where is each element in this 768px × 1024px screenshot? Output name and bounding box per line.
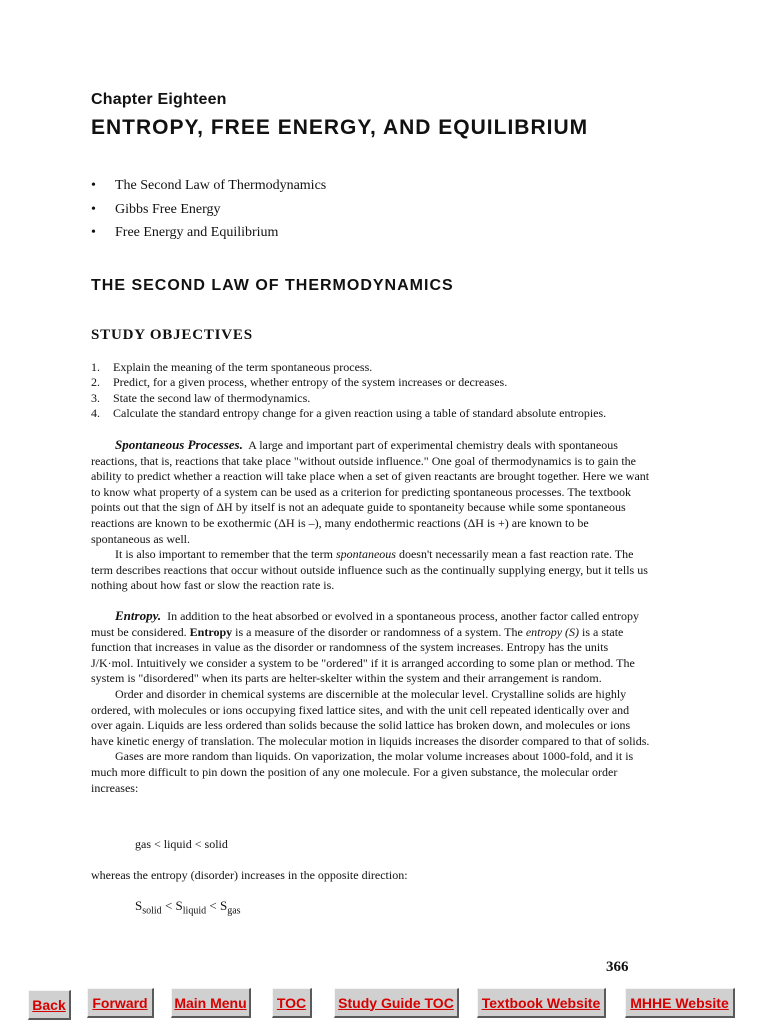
spontaneous-section [91, 437, 651, 594]
list-item: • Free Energy and Equilibrium [91, 225, 326, 249]
list-item: 4. Calculate the standard entropy change for a given reaction using a table of standard absolute entropies. [91, 405, 607, 420]
list-item: • Gibbs Free Energy [91, 202, 326, 226]
main-menu-button[interactable]: Main Menu [171, 988, 251, 1018]
toc-button[interactable]: TOC [272, 988, 312, 1018]
chapter-label: Chapter Eighteen [91, 91, 227, 108]
paragraph: Spontaneous Processes. A large and important part of experimental chemistry deals with spontaneous reactions, that is, reactions that take place "without outside influence." One goal of thermodynamics is to gain the ability to predict whether a reaction will take place when a set of given reactants are brought together. Here we want to know what property of a system can be used as a criterion for predicting spontaneous processes. The textbook points out that the sign of ΔH by itself is not an adequate guide to spontaneity because while some spontaneous reactions are known to be exothermic (ΔH is –), many endothermic reactions (ΔH is +) are known to be spontaneous as well. [91, 437, 650, 546]
list-item: 1. Explain the meaning of the term spontaneous process. [91, 360, 373, 374]
back-button[interactable]: Back [28, 990, 71, 1020]
topic-list [91, 178, 326, 249]
list-item: • The Second Law of Thermodynamics [91, 178, 326, 202]
paragraph: Gases are more random than liquids. On vaporization, the molar volume increases about 1000-fold, and it is much more difficult to pin down the position of any one molecule. For a given substance, the molecular order increases: [91, 749, 634, 795]
study-guide-toc-button[interactable]: Study Guide TOC [334, 988, 459, 1018]
study-objectives-heading: STUDY OBJECTIVES [91, 327, 253, 343]
whereas-line: whereas the entropy (disorder) increases in the opposite direction: [91, 868, 408, 882]
list-item: 3. State the second law of thermodynamics. [91, 390, 311, 405]
paragraph: Entropy. In addition to the heat absorbed or evolved in a spontaneous process, another factor called entropy must be considered. Entropy is a measure of the disorder or randomness of a system. The entropy (S) is a state function that increases in value as the disorder or randomness of the system increases. Entropy has the units J/K·mol. Intuitively we consider a system to be "ordered" if it is arranged according to some plan or method. The system is "disordered" when its parts are helter-skelter within the system and their arrangement is random. [91, 608, 639, 686]
run-in-heading: Spontaneous Processes. [115, 437, 243, 452]
chapter-title: ENTROPY, FREE ENERGY, AND EQUILIBRIUM [91, 116, 589, 139]
entropy-formula: $S_{solid} < S_{liquid} < S_{gas}$ [135, 898, 241, 917]
section-heading: THE SECOND LAW OF THERMODYNAMICS [91, 277, 454, 294]
list-item: 2. Predict, for a given process, whether entropy of the system increases or decreases. [91, 375, 508, 390]
bullet-icon: • [91, 225, 96, 240]
entropy-section [91, 608, 651, 796]
page-number: 366 [606, 959, 629, 975]
mhhe-website-button[interactable]: MHHE Website [625, 988, 735, 1018]
paragraph: Order and disorder in chemical systems are discernible at the molecular level. Crystalline solids are highly ordered, with molecules or ions occupying fixed lattice sites, and with the unit cell repeated identically over and over again. Liquids are less ordered than solids because the solid lattice has broken down, and molecules or ions have kinetic energy of translation. The molecular motion in liquids increases the disorder compared to that of solids. [91, 686, 650, 748]
paragraph: It is also important to remember that the term spontaneous doesn't necessarily mean a fast reaction rate. The term describes reactions that occur without outside influence such as the continually supplying energy, but it tells us nothing about how fast or slow the reaction rate is. [91, 547, 648, 593]
textbook-website-button[interactable]: Textbook Website [477, 988, 606, 1018]
run-in-heading: Entropy. [115, 608, 162, 623]
forward-button[interactable]: Forward [87, 988, 154, 1018]
objectives-list [91, 360, 606, 421]
bullet-icon: • [91, 178, 96, 193]
bullet-icon: • [91, 201, 96, 217]
order-inequality: gas < liquid < solid [135, 837, 228, 851]
